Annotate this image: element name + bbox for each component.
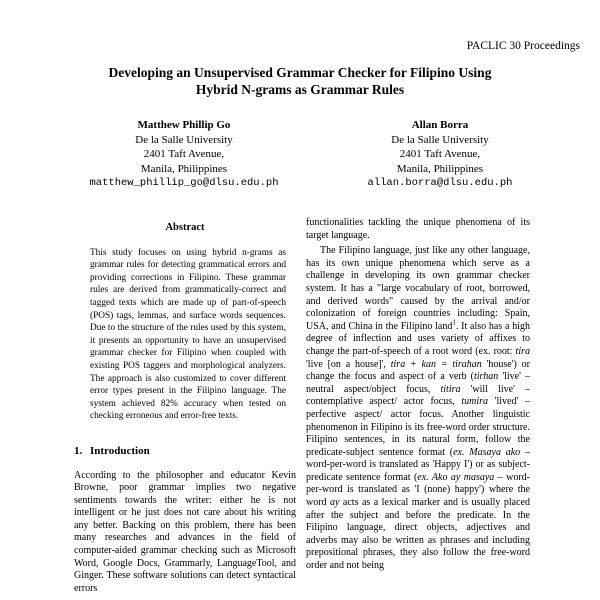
- abstract-heading: Abstract: [165, 222, 205, 233]
- example-phrase: ex. Ako ay masaya: [417, 471, 495, 483]
- example-word: ay: [330, 497, 340, 509]
- title-line-2: Hybrid N-grams as Grammar Rules: [195, 82, 405, 97]
- author-name: Allan Borra: [411, 119, 469, 131]
- intro-paragraph: According to the philosopher and educator Kevin Browne, poor grammar implies two negative sentiments towards the writer: either he is not intelligent or he just does not care about his writing any better. Backing on this problem, there has been many researches and advances in the field of computer-aided grammar checking such as Microsoft Word, Google Docs, Grammarly, LanguageTool, and Ginger. These software solutions can detect syntactical errors: [74, 469, 296, 594]
- left-column: [74, 222, 296, 595]
- title-line-1: Developing an Unsupervised Grammar Checker for Filipino Using: [108, 65, 492, 80]
- example-word: tirhan: [473, 371, 499, 383]
- author-address: 2401 Taft Avenue,: [399, 148, 481, 160]
- example-word: titira: [440, 383, 461, 395]
- example-word: tumira: [461, 396, 488, 408]
- example-phrase: ex. Masaya ako: [453, 446, 521, 458]
- abstract-text: This study focuses on using hybrid n-grams as grammar rules for detecting grammatical errors and providing corrections in Filipino. These grammar rules are derived from grammatically-correct and tagged texts which are made up of part-of-speech (POS) tags, lemmas, and surface words sequences. Due to the structure of the rules used by this system, it presents an opportunity to have an unsupervised grammar checker for Filipino when coupled with existing POS taggers and morphological analyzers. The approach is also customized to cover different error types present in the Filipino language. The system achieved 82% accuracy when tested on checking erroneous and error-free texts.: [90, 247, 286, 422]
- author-city: Manila, Philippines: [140, 162, 228, 175]
- author-affiliation: De la Salle University: [135, 133, 233, 146]
- section-number: 1.: [74, 444, 83, 457]
- author-email: allan.borra@dlsu.edu.ph: [367, 177, 513, 189]
- author-city: Manila, Philippines: [396, 162, 484, 175]
- example-word: tira: [515, 345, 530, 357]
- author-email: matthew_phillip_go@dlsu.edu.ph: [89, 177, 279, 189]
- paper-title: [0, 64, 600, 98]
- author-affiliation: De la Salle University: [391, 133, 489, 146]
- section-heading-introduction: [74, 445, 296, 458]
- right-column: [306, 217, 530, 573]
- example-word: tira + kan = tirahan: [390, 358, 482, 370]
- author-block-2: [305, 118, 575, 191]
- author-name: Matthew Phillip Go: [137, 119, 231, 131]
- continued-paragraph: functionalities tackling the unique phenomena of its target language.: [306, 217, 530, 241]
- author-address: 2401 Taft Avenue,: [143, 148, 225, 160]
- author-block-1: [49, 118, 319, 191]
- footnote-marker: 1: [452, 318, 456, 327]
- filipino-language-paragraph: The Filipino language, just like any other language, has its own unique phenomena which serve as a challenge in developing its own grammar checker system. It has a "large vocabulary of root, borrowed, and derived words" caused by the arrival and/or colonization of foreign countries including: Spain, USA, and China in the Filipino land$^1$. It also has a high degree of inflection and uses variety of affixes to change the part-of-speech of a root word (ex. root: tira 'live [on a house]', tira + kan = tirahan 'house') or change the focus and aspect of a verb (tirhan 'live' – neutral aspect/object focus, titira 'will live' – contemplative aspect/ actor focus, tumira 'lived' – perfective aspect/ actor focus. Another linguistic phenomenon in Filipino is its free-word order structure. Filipino sentences, in its natural form, follow the predicate-subject sentence format (ex. Masaya ako – word-per-word is translated as 'Happy I') or as subject-predicate sentence format (ex. Ako ay masaya – word-per-word is translated as 'I (none) happy') where the word ay acts as a lexical marker and is usually placed after the subject and before the predicate. In the Filipino language, direct objects, adjectives and adverbs may also be written as phrases and including prepositional phrases, they also follow the free-word order and not being: [306, 245, 531, 572]
- proceedings-label: PACLIC 30 Proceedings: [466, 40, 580, 52]
- section-title: Introduction: [90, 444, 150, 457]
